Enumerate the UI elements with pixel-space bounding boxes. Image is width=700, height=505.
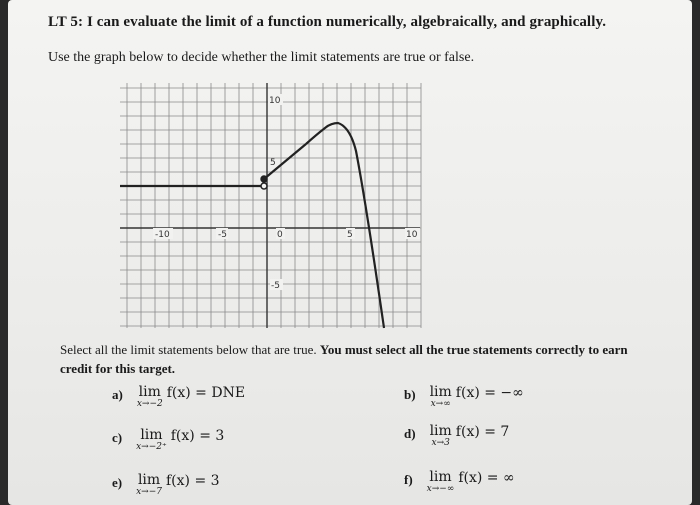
lim-word: lim (138, 384, 161, 400)
hump-curve (306, 123, 384, 328)
lim-word: lim (137, 472, 161, 488)
lim-word: lim (429, 423, 452, 439)
tick-labels (153, 94, 420, 291)
x-tick--10: -10 (155, 230, 170, 240)
lim-subscript: x→∞ (430, 399, 451, 409)
limit-expression: f(x) = −∞ (455, 385, 524, 401)
x-tick-0: 0 (277, 230, 283, 240)
lim-subscript: x→−2⁺ (136, 442, 167, 452)
x-tick-5: 5 (347, 230, 353, 240)
lim-subscript: x→−2 (136, 399, 163, 409)
statement-letter: f) (404, 472, 413, 487)
function-curve (120, 123, 384, 328)
closed-point (261, 176, 267, 182)
statement-f[interactable] (404, 470, 515, 494)
statement-letter: a) (112, 387, 123, 402)
lim-subscript: x→−∞ (426, 484, 455, 494)
instruction-text: Use the graph below to decide whether the limit statements are true or false. (48, 50, 475, 65)
statement-b[interactable] (404, 385, 524, 409)
lim-subscript: x→−7 (136, 487, 162, 497)
prompt-emphasis: You must select all the true statements correctly to earn credit for this target. (60, 342, 628, 376)
lim-subscript: x→3 (431, 438, 450, 448)
x-tick-10: 10 (406, 230, 418, 240)
limit-expression: f(x) = 7 (455, 424, 510, 440)
y-tick--5: -5 (271, 281, 280, 291)
statement-letter: c) (112, 430, 123, 445)
limit-expression: f(x) = 3 (166, 473, 220, 489)
x-tick--5: -5 (218, 230, 227, 240)
lim-word: lim (429, 469, 452, 485)
lim-word: lim (429, 384, 452, 400)
statement-letter: d) (404, 426, 416, 441)
statement-a[interactable] (112, 385, 245, 409)
open-point (261, 183, 267, 189)
statement-c[interactable] (112, 428, 224, 452)
y-tick-5: 5 (270, 158, 276, 168)
statement-e[interactable] (112, 473, 220, 497)
grid-lines (120, 83, 421, 328)
limit-expression: f(x) = ∞ (458, 470, 515, 486)
statement-letter: b) (404, 387, 416, 402)
selection-prompt (60, 340, 660, 378)
limit-expression: f(x) = DNE (166, 385, 246, 401)
function-graph (120, 83, 430, 331)
lim-word: lim (140, 427, 163, 443)
axes (120, 83, 420, 328)
y-tick-10: 10 (269, 96, 281, 106)
prompt-text: Select all the limit statements below that are true. (60, 342, 317, 357)
limit-expression: f(x) = 3 (170, 428, 225, 444)
statement-d[interactable] (404, 424, 509, 448)
learning-target-title: LT 5: I can evaluate the limit of a function numerically, algebraically, and graphically. (48, 14, 607, 30)
statement-letter: e) (112, 475, 123, 490)
worksheet-page (8, 0, 692, 505)
